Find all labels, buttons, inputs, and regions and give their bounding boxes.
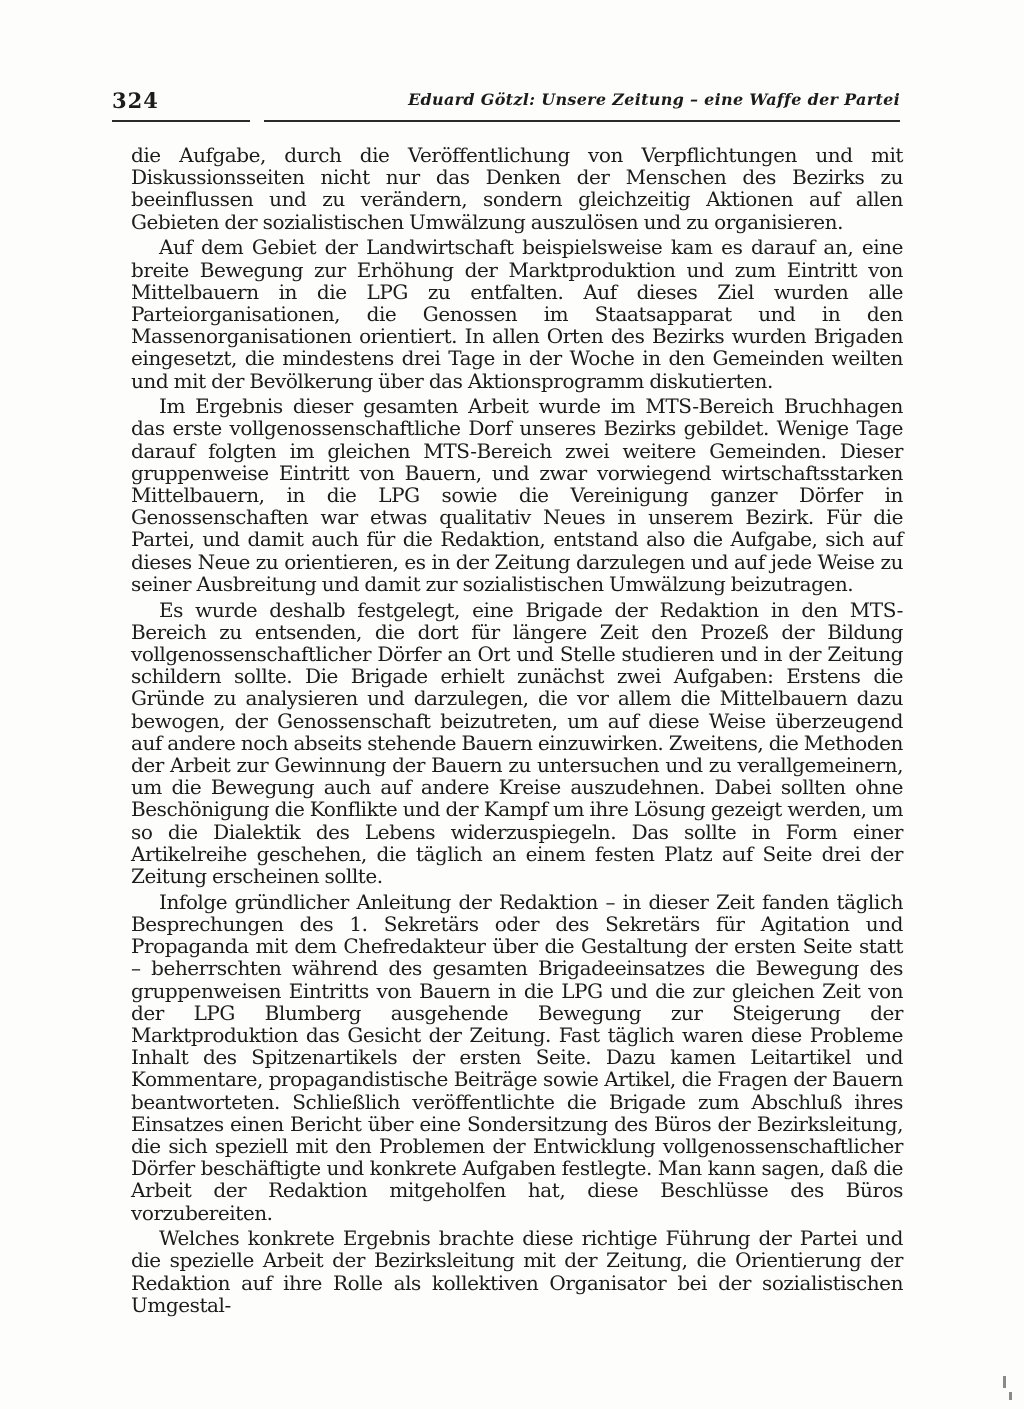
scan-mark (1009, 1392, 1012, 1400)
paragraph-3: Im Ergebnis dieser gesamten Arbeit wurde im MTS-Bereich Bruchhagen das erste vollgenossenschaftliche Dorf unseres Bezirks gebildet. Wenige Tage darauf folgten im gleichen MTS-Bereich zwei weitere Gemeinden. Dieser gruppenweise Eintritt von Bauern, und zwar vorwiegend wirtschaftsstarken Mittelbauern, in die LPG sowie die Vereinigung ganzer Dörfer in Genossenschaften war etwas qualitativ Neues in unserem Bezirk. Für die Partei, und damit auch für die Redaktion, entstand also die Aufgabe, sich auf dieses Neue zu orientieren, es in der Zeitung darzulegen und auf jede Weise zu seiner Ausbreitung und damit zur sozialistischen Umwälzung beizutragen. (131, 394, 903, 596)
header-rule-left (112, 120, 250, 122)
paragraph-5: Infolge gründlicher Anleitung der Redaktion – in dieser Zeit fanden täglich Besprechungen des 1. Sekretärs oder des Sekretärs für Agitation und Propaganda mit dem Chefredakteur über die Gestaltung der ersten Seite statt – beherrschten während des gesamten Brigadeeinsatzes die Bewegung des gruppenweisen Eintritts von Bauern in die LPG und die zur gleichen Zeit von der LPG Blumberg ausgehende Bewegung zur Steigerung der Marktproduktion das Gesicht der Zeitung. Fast täglich waren diese Probleme Inhalt des Spitzenartikels der ersten Seite. Dazu kamen Leitartikel und Kommentare, propagandistische Beiträge sowie Artikel, die Fragen der Bauern beantworteten. Schließlich veröffentlichte die Brigade zum Abschluß ihres Einsatzes einen Bericht über eine Sondersitzung des Büros der Bezirksleitung, die sich speziell mit den Problemen der Entwicklung vollgenossenschaftlicher Dörfer beschäftigte und konkrete Aufgaben festlegte. Man kann sagen, daß die Arbeit der Redaktion mitgeholfen hat, diese Beschlüsse des Büros vorzubereiten. (131, 889, 903, 1225)
paragraph-6: Welches konkrete Ergebnis brachte diese richtige Führung der Partei und die spezielle Arbeit der Bezirksleitung mit der Zeitung, die Orientierung der Redaktion auf ihre Rolle als kollektiven Organisator bei der sozialistischen Umgestal- (131, 1226, 903, 1317)
paragraph-4: Es wurde deshalb festgelegt, eine Brigade der Redaktion in den MTS-Bereich zu entsenden, die dort für längere Zeit den Prozeß der Bildung vollgenossenschaftlicher Dörfer an Ort und Stelle studieren und in der Zeitung schildern sollte. Die Brigade erhielt zunächst zwei Aufgaben: Erstens die Gründe zu analysieren und darzulegen, die vor allem die Mittelbauern dazu bewogen, der Genossenschaft beizutreten, um auf diese Weise überzeugend auf andere noch abseits stehende Bauern einzuwirken. Zweitens, die Methoden der Arbeit zur Gewinnung der Bauern zu untersuchen und zu verallgemeinern, um die Bewegung auch auf andere Kreise auszudehnen. Dabei sollten ohne Beschönigung die Konflikte und der Kampf um ihre Lösung gezeigt werden, um so die Dialektik des Lebens widerzuspiegeln. Das sollte in Form einer Artikelreihe geschehen, die täglich an einem festen Platz auf Seite drei der Zeitung erscheinen sollte. (131, 597, 903, 888)
running-title: Eduard Götzl: Unsere Zeitung – eine Waffe der Partei (408, 90, 900, 109)
paragraph-1: die Aufgabe, durch die Veröffentlichung von Verpflichtungen und mit Diskussionsseiten nicht nur das Denken der Menschen des Bezirks zu beeinflussen und zu verändern, sondern gleichzeitig Aktionen auf allen Gebieten der sozialistischen Umwälzung auszulösen und zu organisieren. (131, 143, 903, 234)
paragraph-2: Auf dem Gebiet der Landwirtschaft beispielsweise kam es darauf an, eine breite Bewegung zur Erhöhung der Marktproduktion und zum Eintritt von Mittelbauern in die LPG zu entfalten. Auf dieses Ziel wurden alle Parteiorganisationen, die Genossen im Staatsapparat und in den Massenorganisationen orientiert. In allen Orten des Bezirks wurden Brigaden eingesetzt, die mindestens drei Tage in der Woche in den Gemeinden weilten und mit der Bevölkerung über das Aktionsprogramm diskutierten. (131, 235, 903, 393)
header-rule-right (264, 120, 900, 122)
body-text (131, 144, 903, 1320)
scan-mark (1003, 1376, 1006, 1388)
page-header (112, 84, 900, 128)
page-number: 324 (112, 88, 159, 113)
